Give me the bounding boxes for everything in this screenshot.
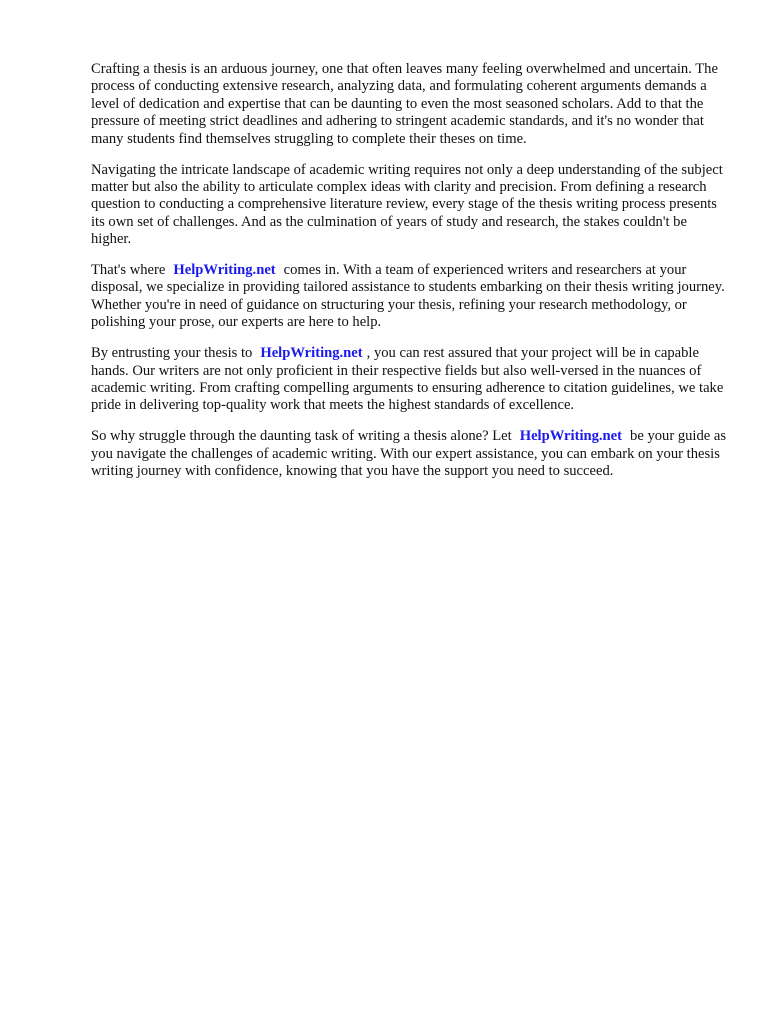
paragraph-why-struggle [91, 428, 727, 480]
paragraph-text-after-link: be your guide as you navigate the challenges of academic writing. With our expert assistance, you can embark on your thesis writing journey with confidence, knowing that you have the support you need to succeed. [91, 428, 727, 480]
paragraph-text-before-link: That's where [91, 262, 166, 279]
helpwriting-link[interactable]: HelpWriting.net [260, 345, 363, 362]
helpwriting-link[interactable]: HelpWriting.net [173, 262, 276, 279]
paragraph-thats-where [91, 262, 727, 332]
paragraph-text-before-link: By entrusting your thesis to [91, 345, 253, 362]
helpwriting-link[interactable]: HelpWriting.net [519, 428, 623, 445]
paragraph-text-before-link: So why struggle through the daunting task of writing a thesis alone? Let [91, 428, 512, 445]
paragraph-intro: Crafting a thesis is an arduous journey, one that often leaves many feeling overwhelmed and uncertain. The process of conducting extensive research, analyzing data, and formulating coherent arguments demands a level of dedication and expertise that can be daunting to even the most seasoned scholars. Add to that the pressure of meeting strict deadlines and adhering to stringent academic standards, and it's no wonder that many students find themselves struggling to complete their theses on time. [91, 61, 718, 147]
document-body [91, 61, 727, 494]
paragraph-text-after-link: , you can rest assured that your project will be in capable hands. Our writers are not only proficient in their respective fields but also well-versed in the nuances of academic writing. From crafting compelling arguments to ensuring adherence to citation guidelines, we take pride in delivering top-quality work that meets the highest standards of excellence. [91, 345, 724, 414]
paragraph-text-after-link: comes in. With a team of experienced writers and researchers at your disposal, we specialize in providing tailored assistance to students embarking on their thesis writing journey. Whether you're in need of guidance on structuring your thesis, refining your research methodology, or polishing your prose, our experts are here to help. [91, 262, 725, 331]
paragraph-navigating: Navigating the intricate landscape of academic writing requires not only a deep understanding of the subject matter but also the ability to articulate complex ideas with clarity and precision. From defining a research question to conducting a comprehensive literature review, every stage of the thesis writing process presents its own set of challenges. And as the culmination of years of study and research, the stakes couldn't be higher. [91, 161, 723, 248]
paragraph-entrusting [91, 345, 727, 415]
